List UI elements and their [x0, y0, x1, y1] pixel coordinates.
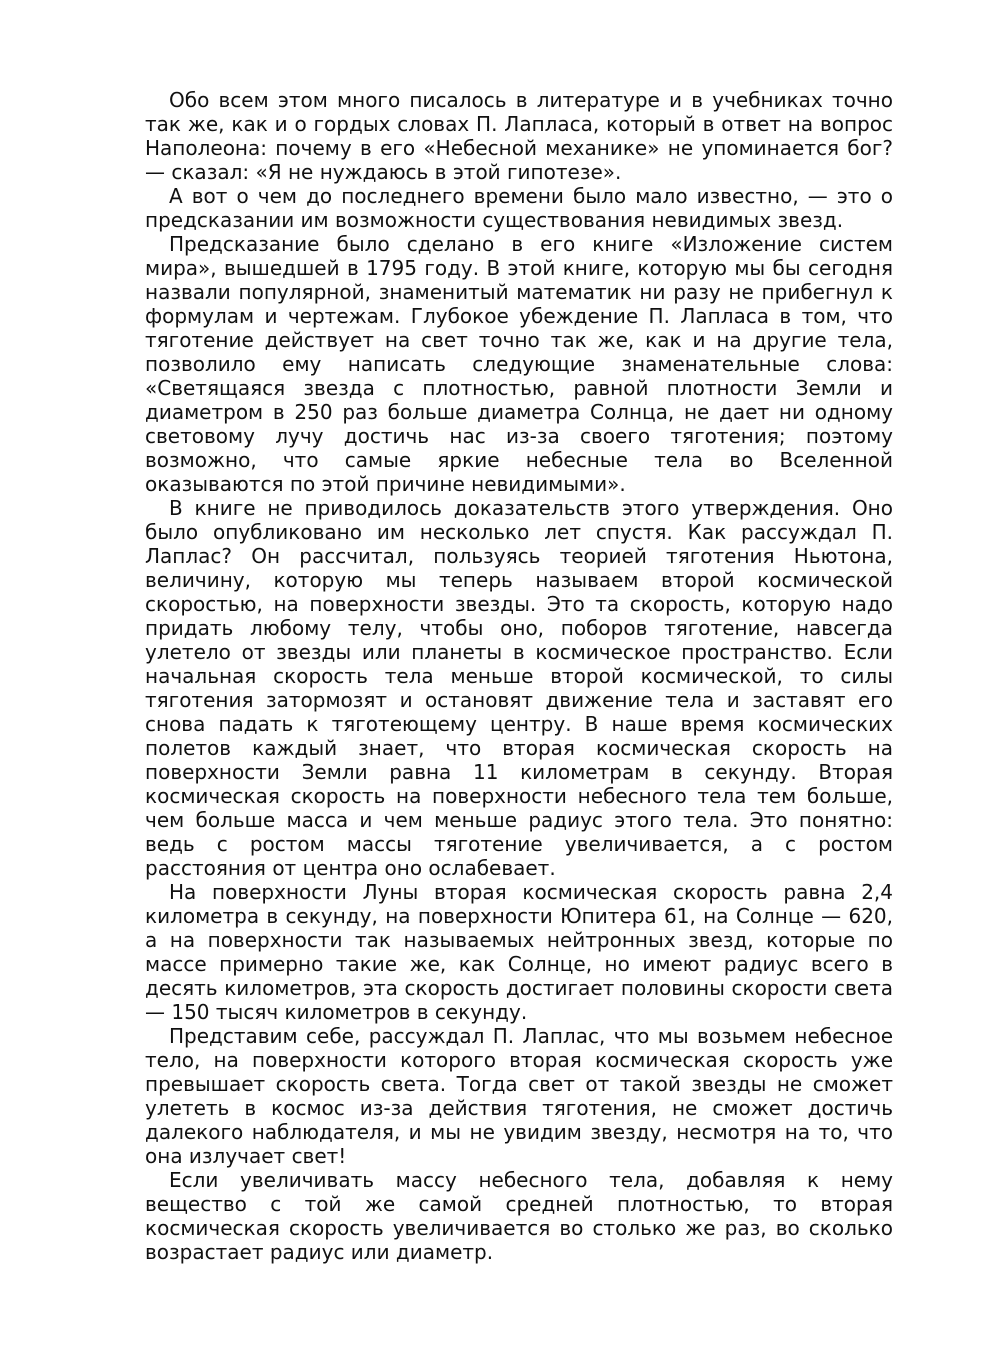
paragraph-mass-increase: Если увеличивать массу небесного тела, добавляя к нему вещество с той же самой средней плотностью, то вторая космическая скорость увеличивается во столько же раз, во сколько возрастает радиус или диаметр. — [145, 1168, 893, 1264]
document-page — [145, 88, 893, 1264]
paragraph-laplace-hypothesis: Обо всем этом много писалось в литературе и в учебниках точно так же, как и о гордых словах П. Лапласа, который в ответ на вопрос Наполеона: почему в его «Небесной механике» не упоминается бог? — сказал: «Я не нуждаюсь в этой гипотезе». — [145, 88, 893, 184]
paragraph-invisible-stars-intro: А вот о чем до последнего времени было мало известно, — это о предсказании им возможности существования невидимых звезд. — [145, 184, 893, 232]
paragraph-escape-velocity: В книге не приводилось доказательств этого утверждения. Оно было опубликовано им несколько лет спустя. Как рассуждал П. Лаплас? Он рассчитал, пользуясь теорией тяготения Ньютона, величину, которую мы теперь называем второй космической скоростью, на поверхности звезды. Это та скорость, которую надо придать любому телу, чтобы оно, поборов тяготение, навсегда улетело от звезды или планеты в космическое пространство. Если начальная скорость тела меньше второй космической, то силы тяготения затормозят и остановят движение тела и заставят его снова падать к тяготеющему центру. В наше время космических полетов каждый знает, что вторая космическая скорость на поверхности Земли равна 11 километрам в секунду. Вторая космическая скорость на поверхности небесного тела тем больше, чем больше масса и чем меньше радиус этого тела. Это понятно: ведь с ростом массы тяготение увеличивается, а с ростом расстояния от центра оно ослабевает. — [145, 496, 893, 880]
paragraph-light-cannot-escape: Представим себе, рассуждал П. Лаплас, что мы возьмем небесное тело, на поверхности которого вторая космическая скорость уже превышает скорость света. Тогда свет от такой звезды не сможет улететь в космос из-за действия тяготения, не сможет достичь далекого наблюдателя, и мы не увидим звезду, несмотря на то, что она излучает свет! — [145, 1024, 893, 1168]
paragraph-prediction-quote: Предсказание было сделано в его книге «Изложение систем мира», вышедшей в 1795 году. В этой книге, которую мы бы сегодня назвали популярной, знаменитый математик ни разу не прибегнул к формулам и чертежам. Глубокое убеждение П. Лапласа в том, что тяготение действует на свет точно так же, как и на другие тела, позволило ему написать следующие знаменательные слова: «Светящаяся звезда с плотностью, равной плотности Земли и диаметром в 250 раз больше диаметра Солнца, не дает ни одному световому лучу достичь нас из-за своего тяготения; поэтому возможно, что самые яркие небесные тела во Вселенной оказываются по этой причине невидимыми». — [145, 232, 893, 496]
paragraph-escape-velocity-examples: На поверхности Луны вторая космическая скорость равна 2,4 километра в секунду, на поверхности Юпитера 61, на Солнце — 620, а на поверхности так называемых нейтронных звезд, которые по массе примерно такие же, как Солнце, но имеют радиус всего в десять километров, эта скорость достигает половины скорости света — 150 тысяч километров в секунду. — [145, 880, 893, 1024]
